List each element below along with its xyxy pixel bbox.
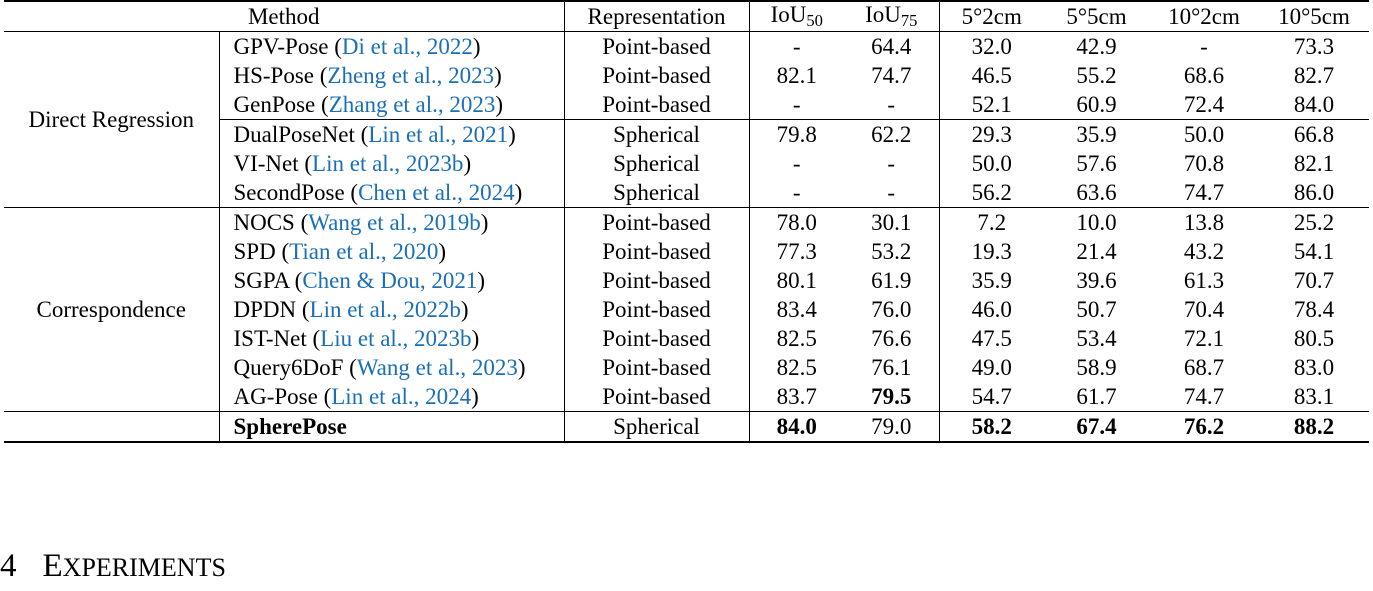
metric-cell: 82.7 <box>1293 63 1335 89</box>
metric-cell: 68.7 <box>1183 355 1225 381</box>
rule-cell <box>749 442 844 443</box>
metric-cell: 53.2 <box>871 239 912 265</box>
metric-cell: 53.4 <box>1076 326 1117 352</box>
representation-cell: Spherical <box>564 120 749 150</box>
metric-cell: 61.9 <box>871 268 912 294</box>
section-title-initial: E <box>42 548 63 584</box>
metric-cell: 10.0 <box>1044 208 1149 238</box>
header-5deg5cm: 5°5cm <box>1044 1 1149 32</box>
method-cell: SGPA (Chen & Dou, 2021) <box>219 266 564 295</box>
header-method: Method <box>4 1 564 32</box>
table-row <box>4 208 1369 238</box>
metric-cell: 74.7 <box>871 63 912 89</box>
representation-cell: Point-based <box>564 266 749 295</box>
metric-cell: 73.3 <box>1259 32 1369 62</box>
rule-cell <box>564 442 749 443</box>
metric-cell: 61.3 <box>1183 268 1225 294</box>
metric-cell: 84.0 <box>1293 92 1335 118</box>
method-cell: SPD (Tian et al., 2020) <box>219 237 564 266</box>
metric-cell: 76.2 <box>1149 412 1259 443</box>
metric-cell: 19.3 <box>939 237 1044 266</box>
metric-cell: 57.6 <box>1076 151 1117 177</box>
representation-cell: Point-based <box>564 382 749 412</box>
metric-cell: 49.0 <box>939 353 1044 382</box>
section-heading <box>0 548 226 585</box>
metric-cell: 70.8 <box>1183 151 1225 177</box>
metric-cell: 54.7 <box>939 382 1044 412</box>
metric-cell: 82.1 <box>1293 151 1335 177</box>
metric-cell: 79.5 <box>871 384 912 410</box>
method-cell: GenPose (Zhang et al., 2023) <box>219 90 564 120</box>
rule-cell <box>1044 442 1149 443</box>
metric-cell: 32.0 <box>939 32 1044 62</box>
metric-cell: 21.4 <box>1076 239 1117 265</box>
metric-cell: 80.5 <box>1293 326 1335 352</box>
metric-cell: 83.1 <box>1293 384 1335 410</box>
header-iou75: IoU$_{75}$ <box>844 1 939 32</box>
method-cell: HS-Pose (Zheng et al., 2023) <box>219 61 564 90</box>
representation-cell: Point-based <box>564 324 749 353</box>
metric-cell: 83.7 <box>749 382 844 412</box>
metric-cell: 56.2 <box>939 178 1044 208</box>
metric-cell: 50.7 <box>1076 297 1117 323</box>
metric-cell: - <box>749 32 844 62</box>
metric-cell: 79.8 <box>749 120 844 150</box>
metric-cell: - <box>1149 32 1259 62</box>
metric-cell: 35.9 <box>939 266 1044 295</box>
metric-cell: 46.5 <box>939 61 1044 90</box>
section-number: 4 <box>0 548 17 584</box>
metric-cell: - <box>749 178 844 208</box>
metric-cell: - <box>887 151 896 177</box>
header-10deg5cm: 10°5cm <box>1259 1 1369 32</box>
group-label: Direct Regression <box>4 32 219 208</box>
table-row <box>4 32 1369 62</box>
metric-cell: 58.2 <box>939 412 1044 443</box>
metric-cell: 83.4 <box>749 295 844 324</box>
metric-cell: - <box>749 90 844 120</box>
metric-cell: 84.0 <box>749 412 844 443</box>
header-iou50: IoU$_{50}$ <box>749 1 844 32</box>
metric-cell: 72.4 <box>1183 92 1225 118</box>
metric-cell: 47.5 <box>939 324 1044 353</box>
metric-cell: 70.4 <box>1183 297 1225 323</box>
rule-cell <box>939 442 1044 443</box>
method-cell: NOCS (Wang et al., 2019b) <box>219 208 564 238</box>
metric-cell: 61.7 <box>1076 384 1117 410</box>
method-cell: SecondPose (Chen et al., 2024) <box>219 178 564 208</box>
rule-cell <box>844 442 939 443</box>
metric-cell: 76.6 <box>871 326 912 352</box>
metric-cell: 25.2 <box>1259 208 1369 238</box>
representation-cell: Point-based <box>564 295 749 324</box>
metric-cell: 79.0 <box>844 412 939 443</box>
metric-cell: - <box>887 180 896 206</box>
metric-cell: 82.5 <box>749 353 844 382</box>
metric-cell: 82.5 <box>749 324 844 353</box>
method-cell: DualPoseNet (Lin et al., 2021) <box>219 120 564 150</box>
metric-cell: 74.7 <box>1183 180 1225 206</box>
metric-cell: 30.1 <box>844 208 939 238</box>
representation-cell: Spherical <box>564 412 749 443</box>
rule-cell <box>219 442 564 443</box>
metric-cell: 50.0 <box>1149 120 1259 150</box>
metric-cell: 88.2 <box>1259 412 1369 443</box>
metric-cell: 29.3 <box>939 120 1044 150</box>
rule-cell <box>1259 442 1369 443</box>
metric-cell: 80.1 <box>749 266 844 295</box>
representation-cell: Point-based <box>564 61 749 90</box>
metric-cell: 64.4 <box>844 32 939 62</box>
header-10deg2cm: 10°2cm <box>1149 1 1259 32</box>
table-header-row <box>4 1 1369 32</box>
metric-cell: 72.1 <box>1183 326 1225 352</box>
metric-cell: 43.2 <box>1183 239 1225 265</box>
metric-cell: 35.9 <box>1044 120 1149 150</box>
group-label-empty <box>4 412 219 443</box>
metric-cell: 63.6 <box>1076 180 1117 206</box>
representation-cell: Point-based <box>564 208 749 238</box>
representation-cell: Point-based <box>564 90 749 120</box>
metric-cell: 55.2 <box>1076 63 1117 89</box>
representation-cell: Spherical <box>564 178 749 208</box>
representation-cell: Point-based <box>564 237 749 266</box>
method-cell: SpherePose <box>219 412 564 443</box>
metric-cell: 67.4 <box>1044 412 1149 443</box>
group-label: Correspondence <box>4 208 219 412</box>
metric-cell: 46.0 <box>939 295 1044 324</box>
metric-cell: 68.6 <box>1183 63 1225 89</box>
method-cell: VI-Net (Lin et al., 2023b) <box>219 149 564 178</box>
method-cell: GPV-Pose (Di et al., 2022) <box>219 32 564 62</box>
method-cell: AG-Pose (Lin et al., 2024) <box>219 382 564 412</box>
metric-cell: 54.1 <box>1293 239 1335 265</box>
metric-cell: 76.1 <box>871 355 912 381</box>
metric-cell: 82.1 <box>749 61 844 90</box>
metric-cell: 78.0 <box>749 208 844 238</box>
metric-cell: 83.0 <box>1293 355 1335 381</box>
table-bottom-rule <box>4 442 1369 443</box>
metric-cell: 39.6 <box>1076 268 1117 294</box>
metric-cell: 60.9 <box>1076 92 1117 118</box>
metric-cell: 66.8 <box>1259 120 1369 150</box>
metric-cell: 58.9 <box>1076 355 1117 381</box>
rule-cell <box>4 442 219 443</box>
rule-cell <box>1149 442 1259 443</box>
metric-cell: 42.9 <box>1044 32 1149 62</box>
metric-cell: 70.7 <box>1293 268 1335 294</box>
results-table <box>4 0 1369 443</box>
representation-cell: Spherical <box>564 149 749 178</box>
metric-cell: 7.2 <box>939 208 1044 238</box>
header-5deg2cm: 5°2cm <box>939 1 1044 32</box>
metric-cell: 50.0 <box>939 149 1044 178</box>
metric-cell: 13.8 <box>1149 208 1259 238</box>
metric-cell: 78.4 <box>1293 297 1335 323</box>
metric-cell: 86.0 <box>1293 180 1335 206</box>
section-title-rest: XPERIMENTS <box>62 553 226 582</box>
metric-cell: 74.7 <box>1183 384 1225 410</box>
metric-cell: 62.2 <box>844 120 939 150</box>
header-representation: Representation <box>564 1 749 32</box>
metric-cell: 77.3 <box>749 237 844 266</box>
metric-cell: 52.1 <box>939 90 1044 120</box>
metric-cell: - <box>887 92 896 118</box>
table-row-final <box>4 412 1369 443</box>
representation-cell: Point-based <box>564 353 749 382</box>
representation-cell: Point-based <box>564 32 749 62</box>
method-cell: Query6DoF (Wang et al., 2023) <box>219 353 564 382</box>
method-cell: IST-Net (Liu et al., 2023b) <box>219 324 564 353</box>
metric-cell: 76.0 <box>871 297 912 323</box>
method-cell: DPDN (Lin et al., 2022b) <box>219 295 564 324</box>
metric-cell: - <box>749 149 844 178</box>
